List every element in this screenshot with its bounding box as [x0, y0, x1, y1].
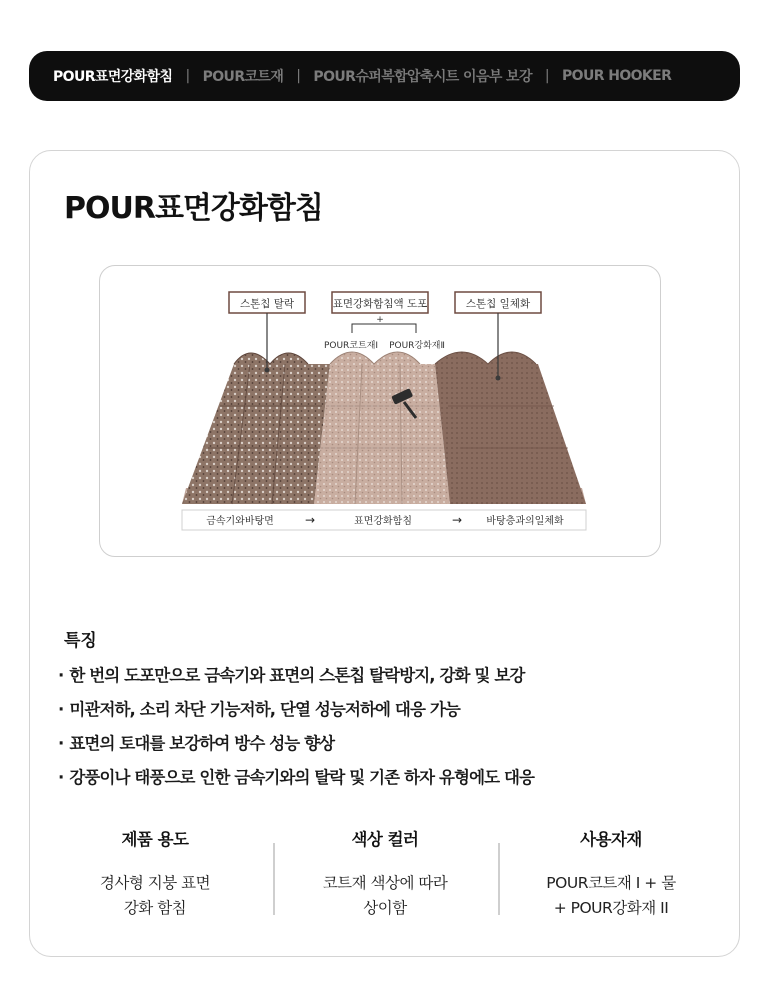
feature-text: 미관저하, 소리 차단 기능저하, 단열 성능저하에 대응 가능 — [69, 700, 460, 719]
spec-usage — [40, 827, 270, 921]
spec-label: 사용자재 — [580, 830, 642, 849]
features-list — [58, 659, 534, 795]
spec-value-line: 경사형 지붕 표면 — [99, 874, 211, 892]
feature-item — [58, 727, 534, 761]
nav-separator: | — [544, 68, 550, 84]
callout-middle-plus: + — [376, 315, 384, 325]
callout-middle-text: 표면강화함침액 도포 — [332, 298, 428, 310]
tile-section-bare — [182, 364, 330, 504]
spec-value — [496, 871, 726, 921]
product-specs — [30, 827, 741, 922]
nav-separator: | — [185, 68, 190, 84]
stage-2-label: 표면강화함침 — [354, 516, 412, 527]
tile-section-impregnated — [314, 364, 450, 504]
top-navigation — [29, 51, 740, 101]
callout-right-text: 스톤칩 일체화 — [465, 298, 531, 310]
feature-item — [58, 659, 534, 693]
process-diagram — [99, 265, 661, 557]
nav-item-pour-hooker[interactable]: POUR HOOKER — [562, 68, 672, 84]
feature-item — [58, 761, 534, 795]
roof-tile-illustration — [100, 266, 661, 557]
features-title: 특징 — [64, 631, 97, 651]
spec-value-line: 강화 함침 — [123, 899, 187, 917]
spec-label: 제품 용도 — [121, 830, 189, 849]
bullet-icon: · — [58, 666, 64, 685]
spec-value-line: 상이함 — [363, 899, 407, 917]
callout-left-text: 스톤칩 탈락 — [239, 298, 295, 310]
spec-value-line: + POUR강화재 II — [553, 899, 669, 917]
spec-value — [270, 871, 500, 921]
nav-separator: | — [296, 68, 301, 84]
feature-text: 한 번의 도포만으로 금속기와 표면의 스톤칩 탈락방지, 강화 및 보강 — [69, 666, 525, 685]
callout-middle-sub-left: POUR코트재Ⅰ — [323, 341, 379, 351]
arrow-icon: → — [451, 513, 463, 527]
feature-text: 강풍이나 태풍으로 인한 금속기와의 탈락 및 기존 하자 유형에도 대응 — [69, 768, 535, 787]
spec-value-line: POUR코트재 I + 물 — [546, 874, 676, 892]
page-title: POUR표면강화함침 — [64, 191, 323, 226]
feature-item — [58, 693, 534, 727]
nav-item-pour-super-sheet[interactable]: POUR슈퍼복합압축시트 이음부 보강 — [313, 69, 532, 85]
stage-1-label: 금속기와바탕면 — [206, 516, 274, 527]
spec-value — [40, 871, 270, 921]
stage-3-label: 바탕층과의일체화 — [486, 516, 564, 527]
bullet-icon: · — [58, 734, 64, 753]
spec-label: 색상 컬러 — [351, 830, 419, 849]
spec-value-line: 코트재 색상에 따라 — [322, 874, 448, 892]
bullet-icon: · — [58, 768, 64, 787]
bullet-icon: · — [58, 700, 64, 719]
nav-item-pour-coat[interactable]: POUR코트재 — [202, 69, 284, 85]
spec-color — [270, 827, 500, 921]
callout-middle-sub-right: POUR강화재Ⅱ — [389, 341, 445, 351]
arrow-icon: → — [304, 513, 316, 527]
nav-item-pour-surface-impregnation[interactable]: POUR표면강화함침 — [53, 69, 173, 85]
feature-text: 표면의 토대를 보강하여 방수 성능 향상 — [69, 734, 335, 753]
spec-materials — [496, 827, 726, 921]
product-card — [29, 150, 740, 957]
tile-section-integrated — [435, 364, 586, 504]
